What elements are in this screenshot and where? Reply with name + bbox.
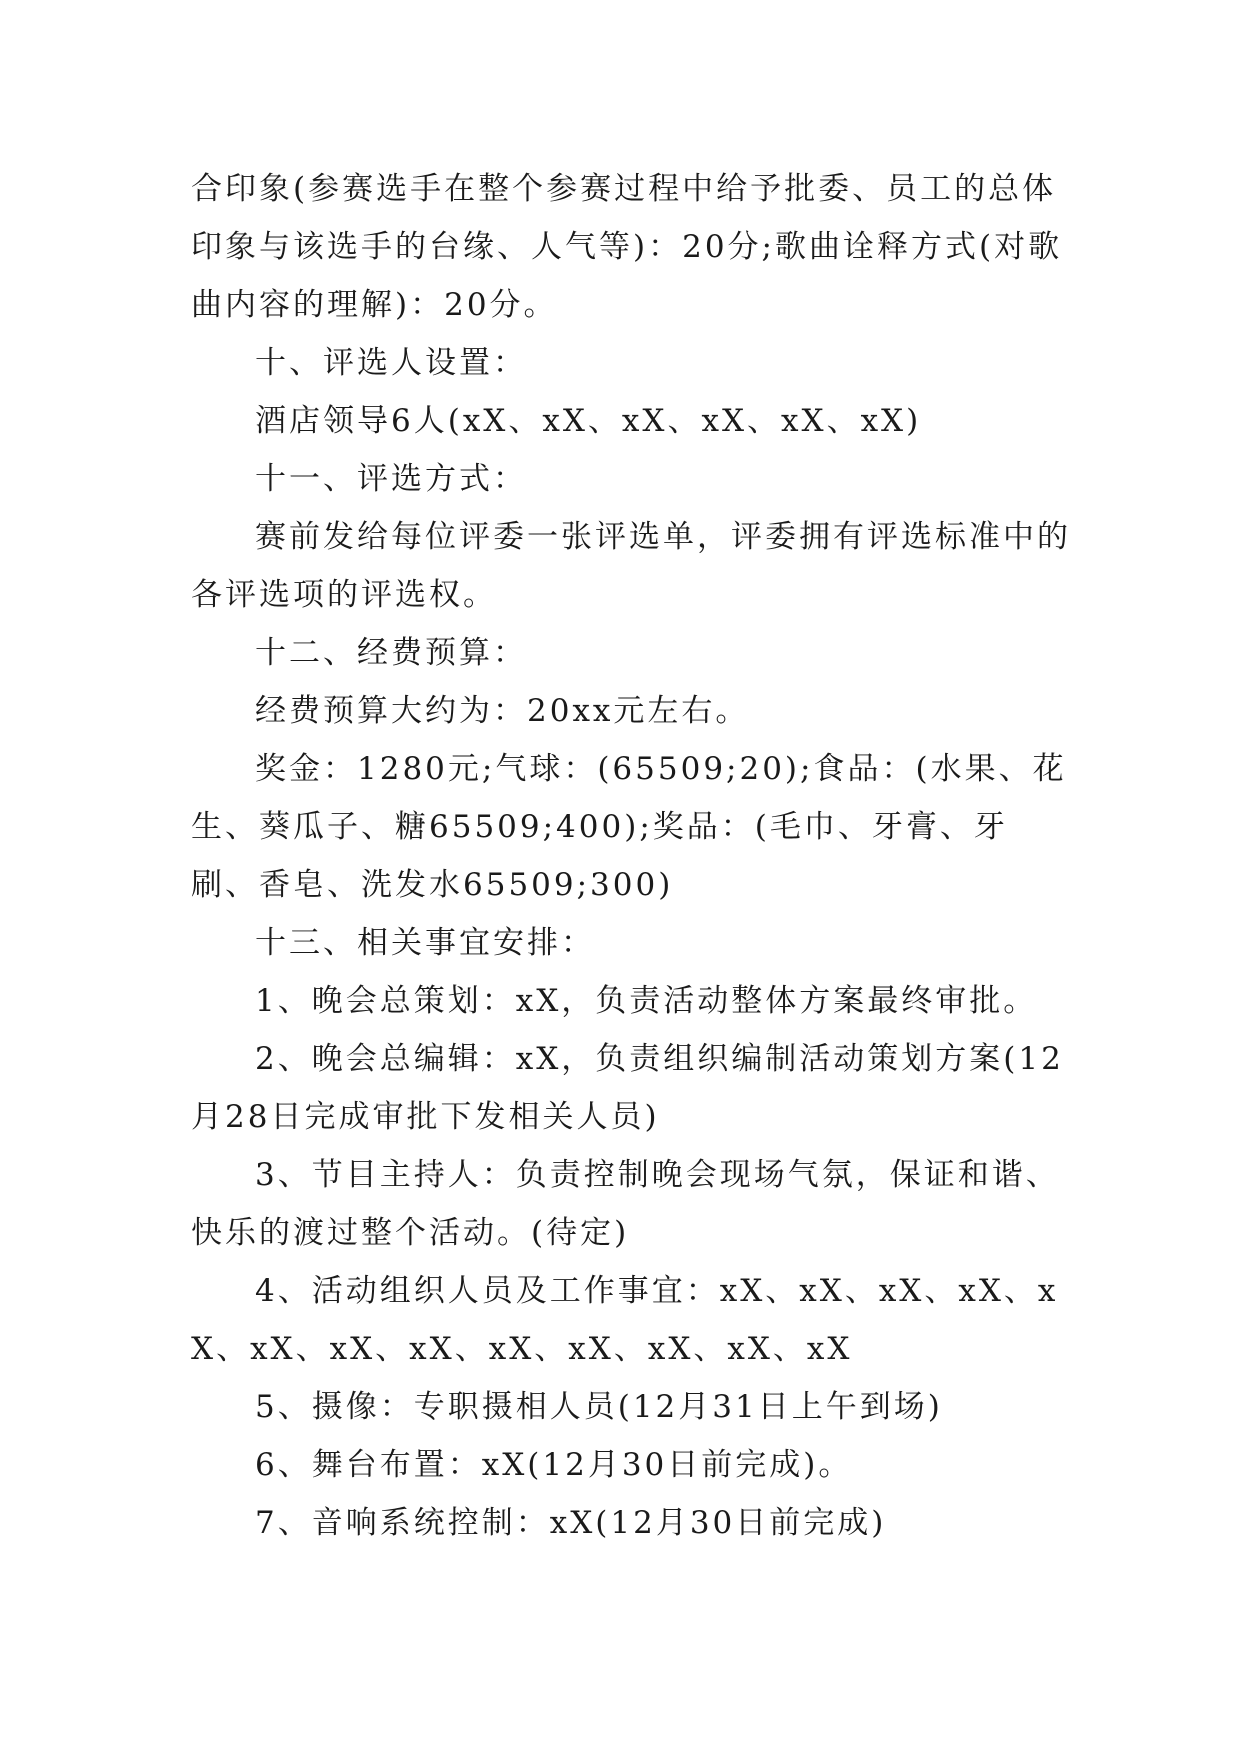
paragraph-judges-list: 酒店领导6人(xX、xX、xX、xX、xX、xX) bbox=[255, 403, 922, 439]
paragraph-judging-method: 赛前发给每位评委一张评选单，评委拥有评选标准中的各评选项的评选权。 bbox=[191, 519, 1071, 613]
list-item-stage: 6、舞台布置：xX(12月30日前完成)。 bbox=[255, 1447, 853, 1483]
document-body bbox=[191, 160, 1071, 1552]
heading-arrangements: 十三、相关事宜安排： bbox=[255, 925, 595, 961]
heading-budget: 十二、经费预算： bbox=[255, 635, 527, 671]
list-item-host: 3、节目主持人：负责控制晚会现场气氛，保证和谐、快乐的渡过整个活动。(待定) bbox=[191, 1157, 1060, 1251]
list-item-organizers: 4、活动组织人员及工作事宜：xX、xX、xX、xX、xX、xX、xX、xX、xX、xX、xX、xX、xX bbox=[191, 1273, 1059, 1367]
paragraph-budget-total: 经费预算大约为：20xx元左右。 bbox=[255, 693, 750, 729]
heading-judges-setup: 十、评选人设置： bbox=[255, 345, 527, 381]
paragraph-budget-items: 奖金：1280元;气球：(65509;20);食品：(水果、花生、葵瓜子、糖65509;400);奖品：(毛巾、牙膏、牙刷、香皂、洗发水65509;300) bbox=[191, 751, 1067, 903]
list-item-camera: 5、摄像：专职摄相人员(12月31日上午到场) bbox=[255, 1389, 943, 1425]
list-item-audio: 7、音响系统控制：xX(12月30日前完成) bbox=[255, 1505, 887, 1541]
list-item-chief-editor: 2、晚会总编辑：xX，负责组织编制活动策划方案(12月28日完成审批下发相关人员) bbox=[191, 1041, 1064, 1135]
paragraph-scoring-criteria: 合印象(参赛选手在整个参赛过程中给予批委、员工的总体印象与该选手的台缘、人气等)：20分;歌曲诠释方式(对歌曲内容的理解)：20分。 bbox=[191, 171, 1063, 323]
list-item-chief-planner: 1、晚会总策划：xX，负责活动整体方案最终审批。 bbox=[255, 983, 1038, 1019]
heading-judging-method: 十一、评选方式： bbox=[255, 461, 527, 497]
